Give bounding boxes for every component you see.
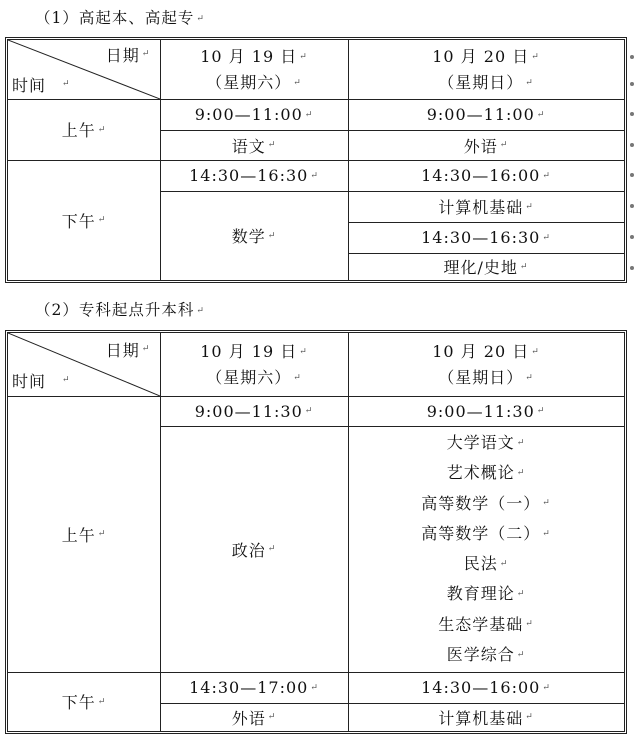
morning-day1-time: 9:00—11:00 ↵ xyxy=(194,105,314,124)
header-day2: 10 月 20 日 ↵ （星期日） ↵ xyxy=(432,341,540,387)
header-day1: 10 月 19 日 ↵ （星期六） ↵ xyxy=(200,46,308,92)
row-end-mark xyxy=(630,266,634,270)
row-end-mark xyxy=(630,112,634,116)
afternoon-day1-time: 14:30—16:30 ↵ xyxy=(189,166,319,185)
morning-day2-time: 9:00—11:30 ↵ xyxy=(426,401,546,421)
header-day2: 10 月 20 日 ↵ （星期日） ↵ xyxy=(432,46,540,92)
exam-schedule-table-2 xyxy=(5,330,627,734)
subject-item: 高等数学（一） ↵ xyxy=(421,493,551,513)
afternoon-day1-subject: 数学 ↵ xyxy=(231,227,277,246)
row-end-mark xyxy=(630,82,634,86)
afternoon-label: 下午 ↵ xyxy=(61,693,107,712)
morning-day1-time: 9:00—11:30 ↵ xyxy=(194,401,314,421)
subject-item: 民法 ↵ xyxy=(463,554,509,573)
afternoon-day1-subject: 外语 ↵ xyxy=(231,708,277,728)
afternoon-day1-time: 14:30—17:00 ↵ xyxy=(189,678,319,697)
header-day1: 10 月 19 日 ↵ （星期六） ↵ xyxy=(200,341,308,387)
row-end-mark xyxy=(630,235,634,239)
section1-title: （1）高起本、高起专 ↵ xyxy=(35,9,205,27)
row-end-mark xyxy=(630,143,634,147)
afternoon-day2-time-2: 14:30—16:30 ↵ xyxy=(421,228,551,247)
morning-day2-time: 9:00—11:00 ↵ xyxy=(426,105,546,124)
morning-day2-subject: 外语 ↵ xyxy=(463,136,509,156)
afternoon-day2-subject: 计算机基础 ↵ xyxy=(438,708,534,728)
morning-day2-subject-list xyxy=(348,426,624,672)
header-time-label: 时间 ↵ xyxy=(12,75,71,95)
morning-label: 上午 ↵ xyxy=(61,121,107,140)
row-end-mark xyxy=(630,55,634,59)
subject-item: 高等数学（二） ↵ xyxy=(421,523,551,543)
header-date-label: 日期 ↵ xyxy=(105,45,151,65)
afternoon-day2-subject-2: 理化/史地 ↵ xyxy=(443,258,529,277)
section2-title: （2）专科起点升本科 ↵ xyxy=(35,301,205,319)
subject-item: 医学综合 ↵ xyxy=(446,644,526,664)
afternoon-day2-time: 14:30—16:00 ↵ xyxy=(421,678,551,697)
afternoon-day2-time-1: 14:30—16:00 ↵ xyxy=(421,166,551,185)
subject-item: 艺术概论 ↵ xyxy=(446,463,526,483)
row-end-mark xyxy=(630,173,634,177)
morning-label: 上午 ↵ xyxy=(61,525,107,545)
afternoon-label: 下午 ↵ xyxy=(61,211,107,231)
afternoon-day2-subject-1: 计算机基础 ↵ xyxy=(438,198,534,217)
morning-day1-subject: 语文 ↵ xyxy=(231,136,277,156)
exam-schedule-table-1 xyxy=(5,37,627,283)
row-end-mark xyxy=(630,204,634,208)
subject-item: 大学语文 ↵ xyxy=(446,433,526,452)
subject-item: 教育理论 ↵ xyxy=(446,584,526,604)
header-time-label: 时间 ↵ xyxy=(12,371,71,391)
header-date-label: 日期 ↵ xyxy=(105,340,151,360)
morning-day1-subject: 政治 ↵ xyxy=(231,540,277,560)
subject-item: 生态学基础 ↵ xyxy=(438,614,534,634)
